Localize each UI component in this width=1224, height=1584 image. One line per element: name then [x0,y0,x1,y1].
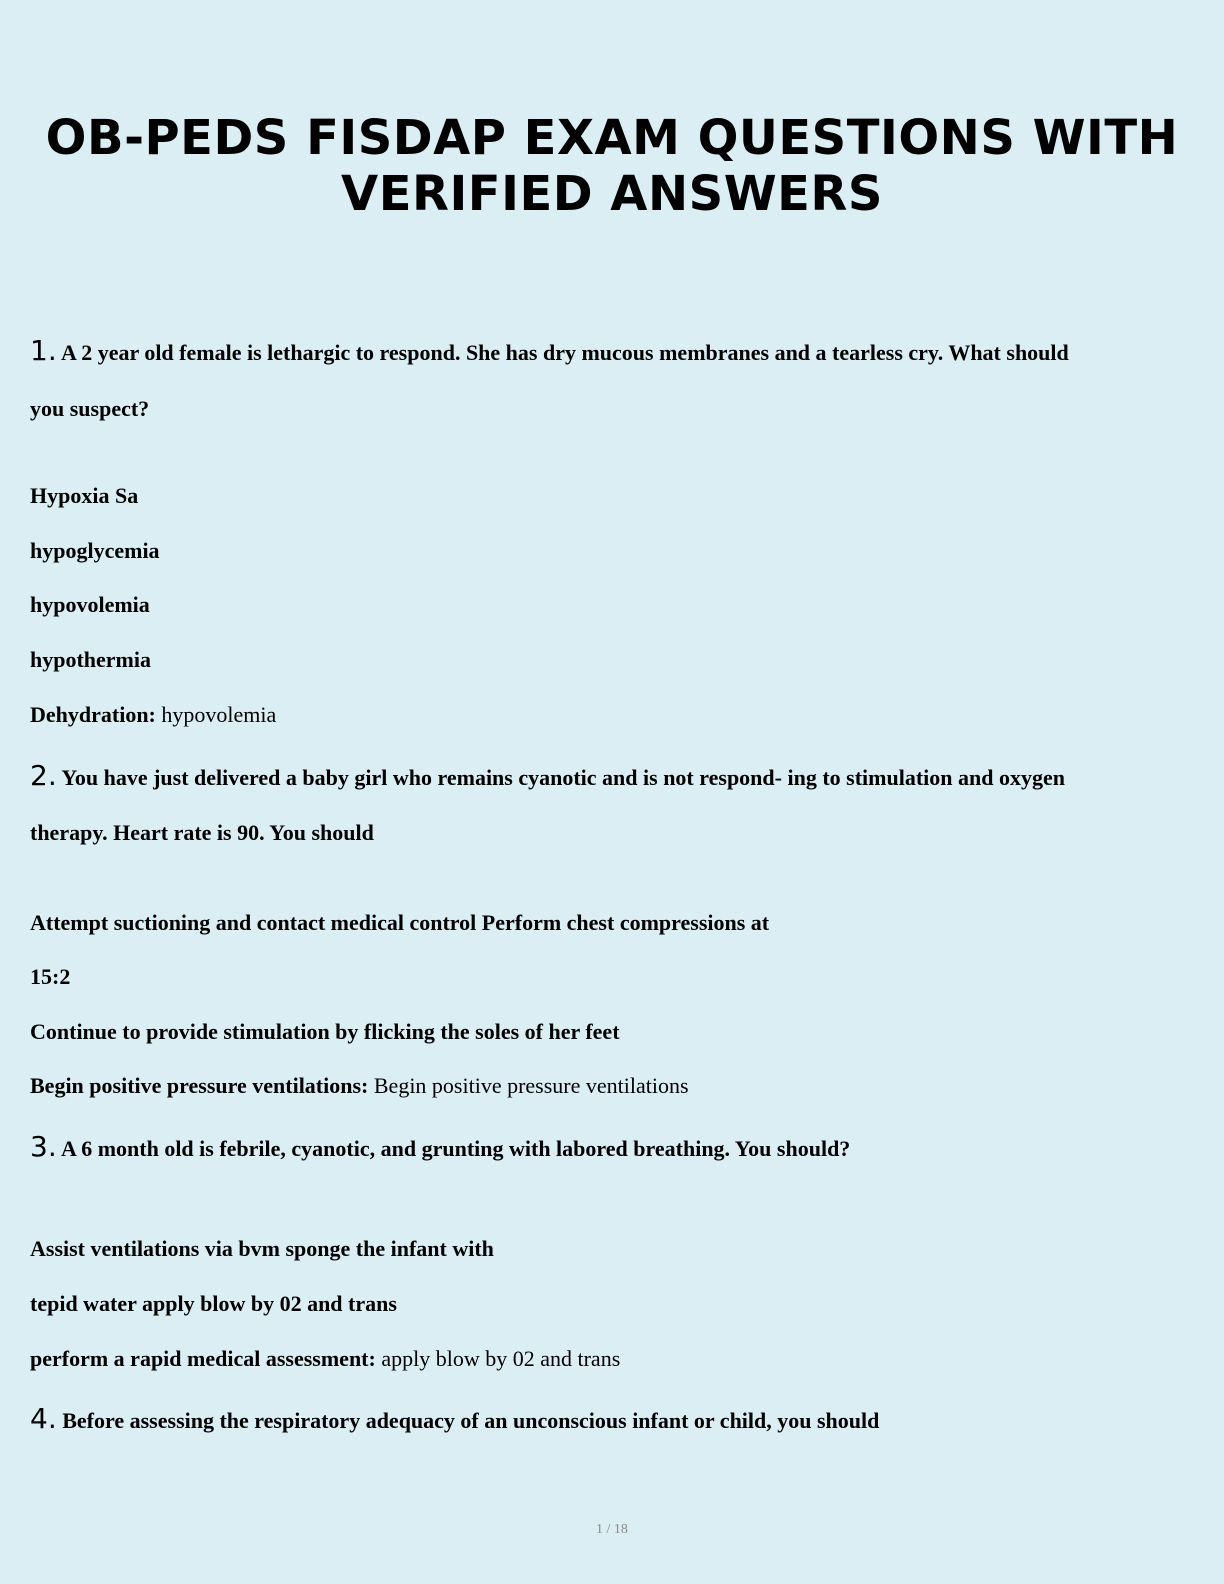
question-4-number: 4. [30,1402,57,1435]
question-3-line-1 [30,1132,850,1164]
question-4-line-1 [30,1404,879,1436]
question-2-answer [30,1071,689,1101]
question-3-answer [30,1344,620,1374]
question-2-text: You have just delivered a baby girl who remains cyanotic and is not respond- ing to stimulation and oxygen [61,765,1065,790]
question-1-option-1: Hypoxia Sa [30,483,139,508]
question-1-answer [30,700,276,730]
question-3-number: 3. [30,1130,57,1163]
question-1-answer-label: Dehydration: [30,702,156,727]
question-3-option-1: Assist ventilations via bvm sponge the infant with [30,1236,494,1261]
question-1-line-2: you suspect? [30,396,150,421]
question-1-answer-value: hypovolemia [161,702,277,727]
question-2-line-2: therapy. Heart rate is 90. You should [30,820,374,845]
question-2-answer-label: Begin positive pressure ventilations: [30,1073,369,1098]
title-line-2: VERIFIED ANSWERS [341,166,883,222]
question-2-option-3: Continue to provide stimulation by flicking the soles of her feet [30,1019,620,1044]
question-4-text: Before assessing the respiratory adequacy of an unconscious infant or child, you should [62,1408,880,1433]
question-1-option-3: hypovolemia [30,592,150,617]
question-1-line-1 [30,336,1069,368]
question-2-option-1: Attempt suctioning and contact medical control Perform chest compressions at [30,910,770,935]
title-line-1: OB-PEDS FISDAP EXAM QUESTIONS WITH [45,110,1179,166]
question-2-option-2: 15:2 [30,964,71,989]
question-1-option-2: hypoglycemia [30,538,160,563]
page-indicator: 1 / 18 [596,1522,628,1537]
question-3-answer-label: perform a rapid medical assessment: [30,1346,376,1371]
document-title [0,110,1224,222]
question-2-number: 2. [30,759,57,792]
question-1-text: A 2 year old female is lethargic to respond. She has dry mucous membranes and a tearless cry. What should [61,340,1069,365]
question-1-number: 1. [30,334,57,367]
question-2-answer-value: Begin positive pressure ventilations [373,1073,689,1098]
question-3-text: A 6 month old is febrile, cyanotic, and grunting with labored breathing. You should? [61,1136,851,1161]
question-2-line-1 [30,761,1065,793]
question-1-option-4: hypothermia [30,647,151,672]
question-3-option-2: tepid water apply blow by 02 and trans [30,1291,397,1316]
question-3-answer-value: apply blow by 02 and trans [381,1346,621,1371]
